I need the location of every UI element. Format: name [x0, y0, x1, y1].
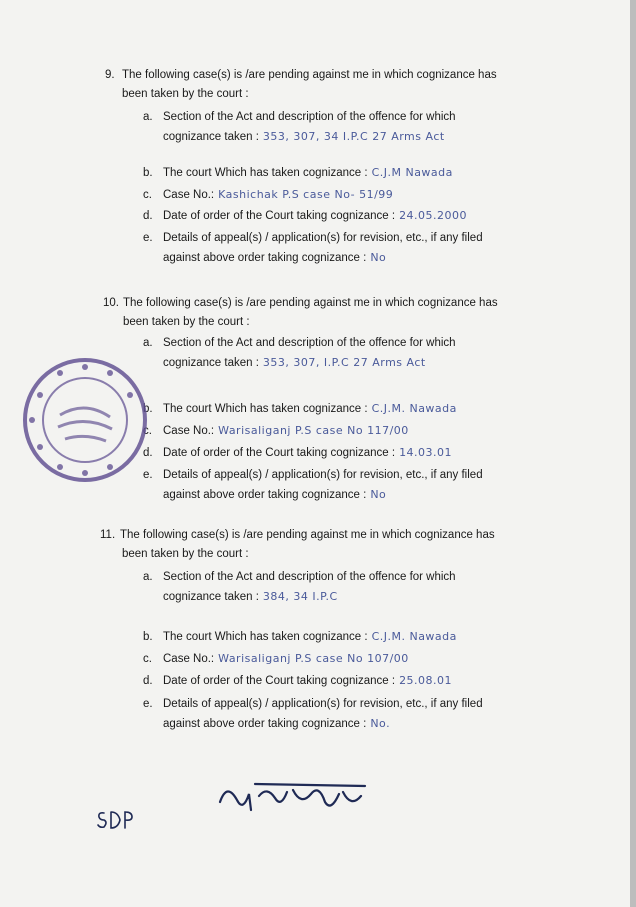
item-label-line2: against above order taking cognizance : No. — [163, 717, 391, 730]
item-letter: c. — [143, 653, 152, 665]
item-label: Details of appeal(s) / application(s) for revision, etc., if any filed — [163, 232, 483, 244]
item-letter: d. — [143, 675, 153, 687]
scan-edge — [630, 0, 636, 907]
item-letter: b. — [143, 167, 153, 179]
handwritten-value: Kashichak P.S case No- 51/99 — [218, 188, 394, 201]
item-letter: a. — [143, 111, 153, 123]
item-label: Section of the Act and description of the offence for which — [163, 111, 456, 123]
heading-line-1: The following case(s) is /are pending against me in which cognizance has — [120, 529, 495, 541]
handwritten-value: Warisaliganj P.S case No 107/00 — [218, 652, 409, 665]
item-label: Case No.: Warisaliganj P.S case No 107/00 — [163, 652, 409, 665]
item-label: Section of the Act and description of the offence for which — [163, 571, 456, 583]
item-letter: b. — [143, 403, 153, 415]
handwritten-value: 353, 307, 34 I.P.C 27 Arms Act — [262, 130, 445, 143]
official-stamp — [20, 355, 150, 485]
heading-line-2: been taken by the court : — [122, 548, 249, 560]
handwritten-value: C.J.M Nawada — [371, 166, 453, 179]
item-label-line2: cognizance taken : 353, 307, 34 I.P.C 27 Arms Act — [163, 130, 445, 143]
item-label: Case No.: Kashichak P.S case No- 51/99 — [163, 188, 394, 201]
item-label: Date of order of the Court taking cognizance : 24.05.2000 — [163, 209, 468, 222]
item-label: Date of order of the Court taking cognizance : 14.03.01 — [163, 446, 453, 459]
handwritten-value: No. — [370, 717, 391, 730]
handwritten-value: 353, 307, I.P.C 27 Arms Act — [262, 356, 426, 369]
item-letter: a. — [143, 337, 153, 349]
heading-line-1: The following case(s) is /are pending against me in which cognizance has — [123, 297, 498, 309]
item-letter: c. — [143, 189, 152, 201]
handwritten-value: No — [370, 251, 387, 264]
item-letter: e. — [143, 469, 153, 481]
item-letter: e. — [143, 698, 153, 710]
item-label: The court Which has taken cognizance : C.J.M. Nawada — [163, 630, 457, 643]
handwritten-value: 24.05.2000 — [399, 209, 468, 222]
section-number: 10. — [103, 297, 119, 309]
item-label: Details of appeal(s) / application(s) for revision, etc., if any filed — [163, 698, 483, 710]
item-label-line2: against above order taking cognizance : No — [163, 251, 387, 264]
item-letter: a. — [143, 571, 153, 583]
handwritten-value: No — [370, 488, 387, 501]
item-label: Case No.: Warisaliganj P.S case No 117/00 — [163, 424, 409, 437]
heading-line-2: been taken by the court : — [122, 88, 249, 100]
handwritten-value: 25.08.01 — [399, 674, 453, 687]
item-label-line2: cognizance taken : 353, 307, I.P.C 27 Arms Act — [163, 356, 426, 369]
section-number: 11. — [100, 529, 116, 541]
item-label: The court Which has taken cognizance : C.J.M. Nawada — [163, 402, 457, 415]
item-label: Section of the Act and description of the offence for which — [163, 337, 456, 349]
item-label-line2: against above order taking cognizance : No — [163, 488, 387, 501]
heading-line-1: The following case(s) is /are pending against me in which cognizance has — [122, 69, 497, 81]
item-letter: e. — [143, 232, 153, 244]
item-label-line2: cognizance taken : 384, 34 I.P.C — [163, 590, 338, 603]
item-letter: b. — [143, 631, 153, 643]
signature — [215, 772, 375, 822]
item-letter: c. — [143, 425, 152, 437]
item-label: Date of order of the Court taking cognizance : 25.08.01 — [163, 674, 453, 687]
item-label: Details of appeal(s) / application(s) for revision, etc., if any filed — [163, 469, 483, 481]
item-letter: d. — [143, 447, 153, 459]
handwritten-value: 14.03.01 — [399, 446, 453, 459]
item-letter: d. — [143, 210, 153, 222]
initials-mark — [96, 808, 136, 830]
handwritten-value: 384, 34 I.P.C — [262, 590, 338, 603]
item-label: The court Which has taken cognizance : C.J.M Nawada — [163, 166, 453, 179]
handwritten-value: C.J.M. Nawada — [371, 402, 457, 415]
heading-line-2: been taken by the court : — [123, 316, 250, 328]
handwritten-value: C.J.M. Nawada — [371, 630, 457, 643]
section-number: 9. — [105, 69, 115, 81]
handwritten-value: Warisaliganj P.S case No 117/00 — [218, 424, 409, 437]
